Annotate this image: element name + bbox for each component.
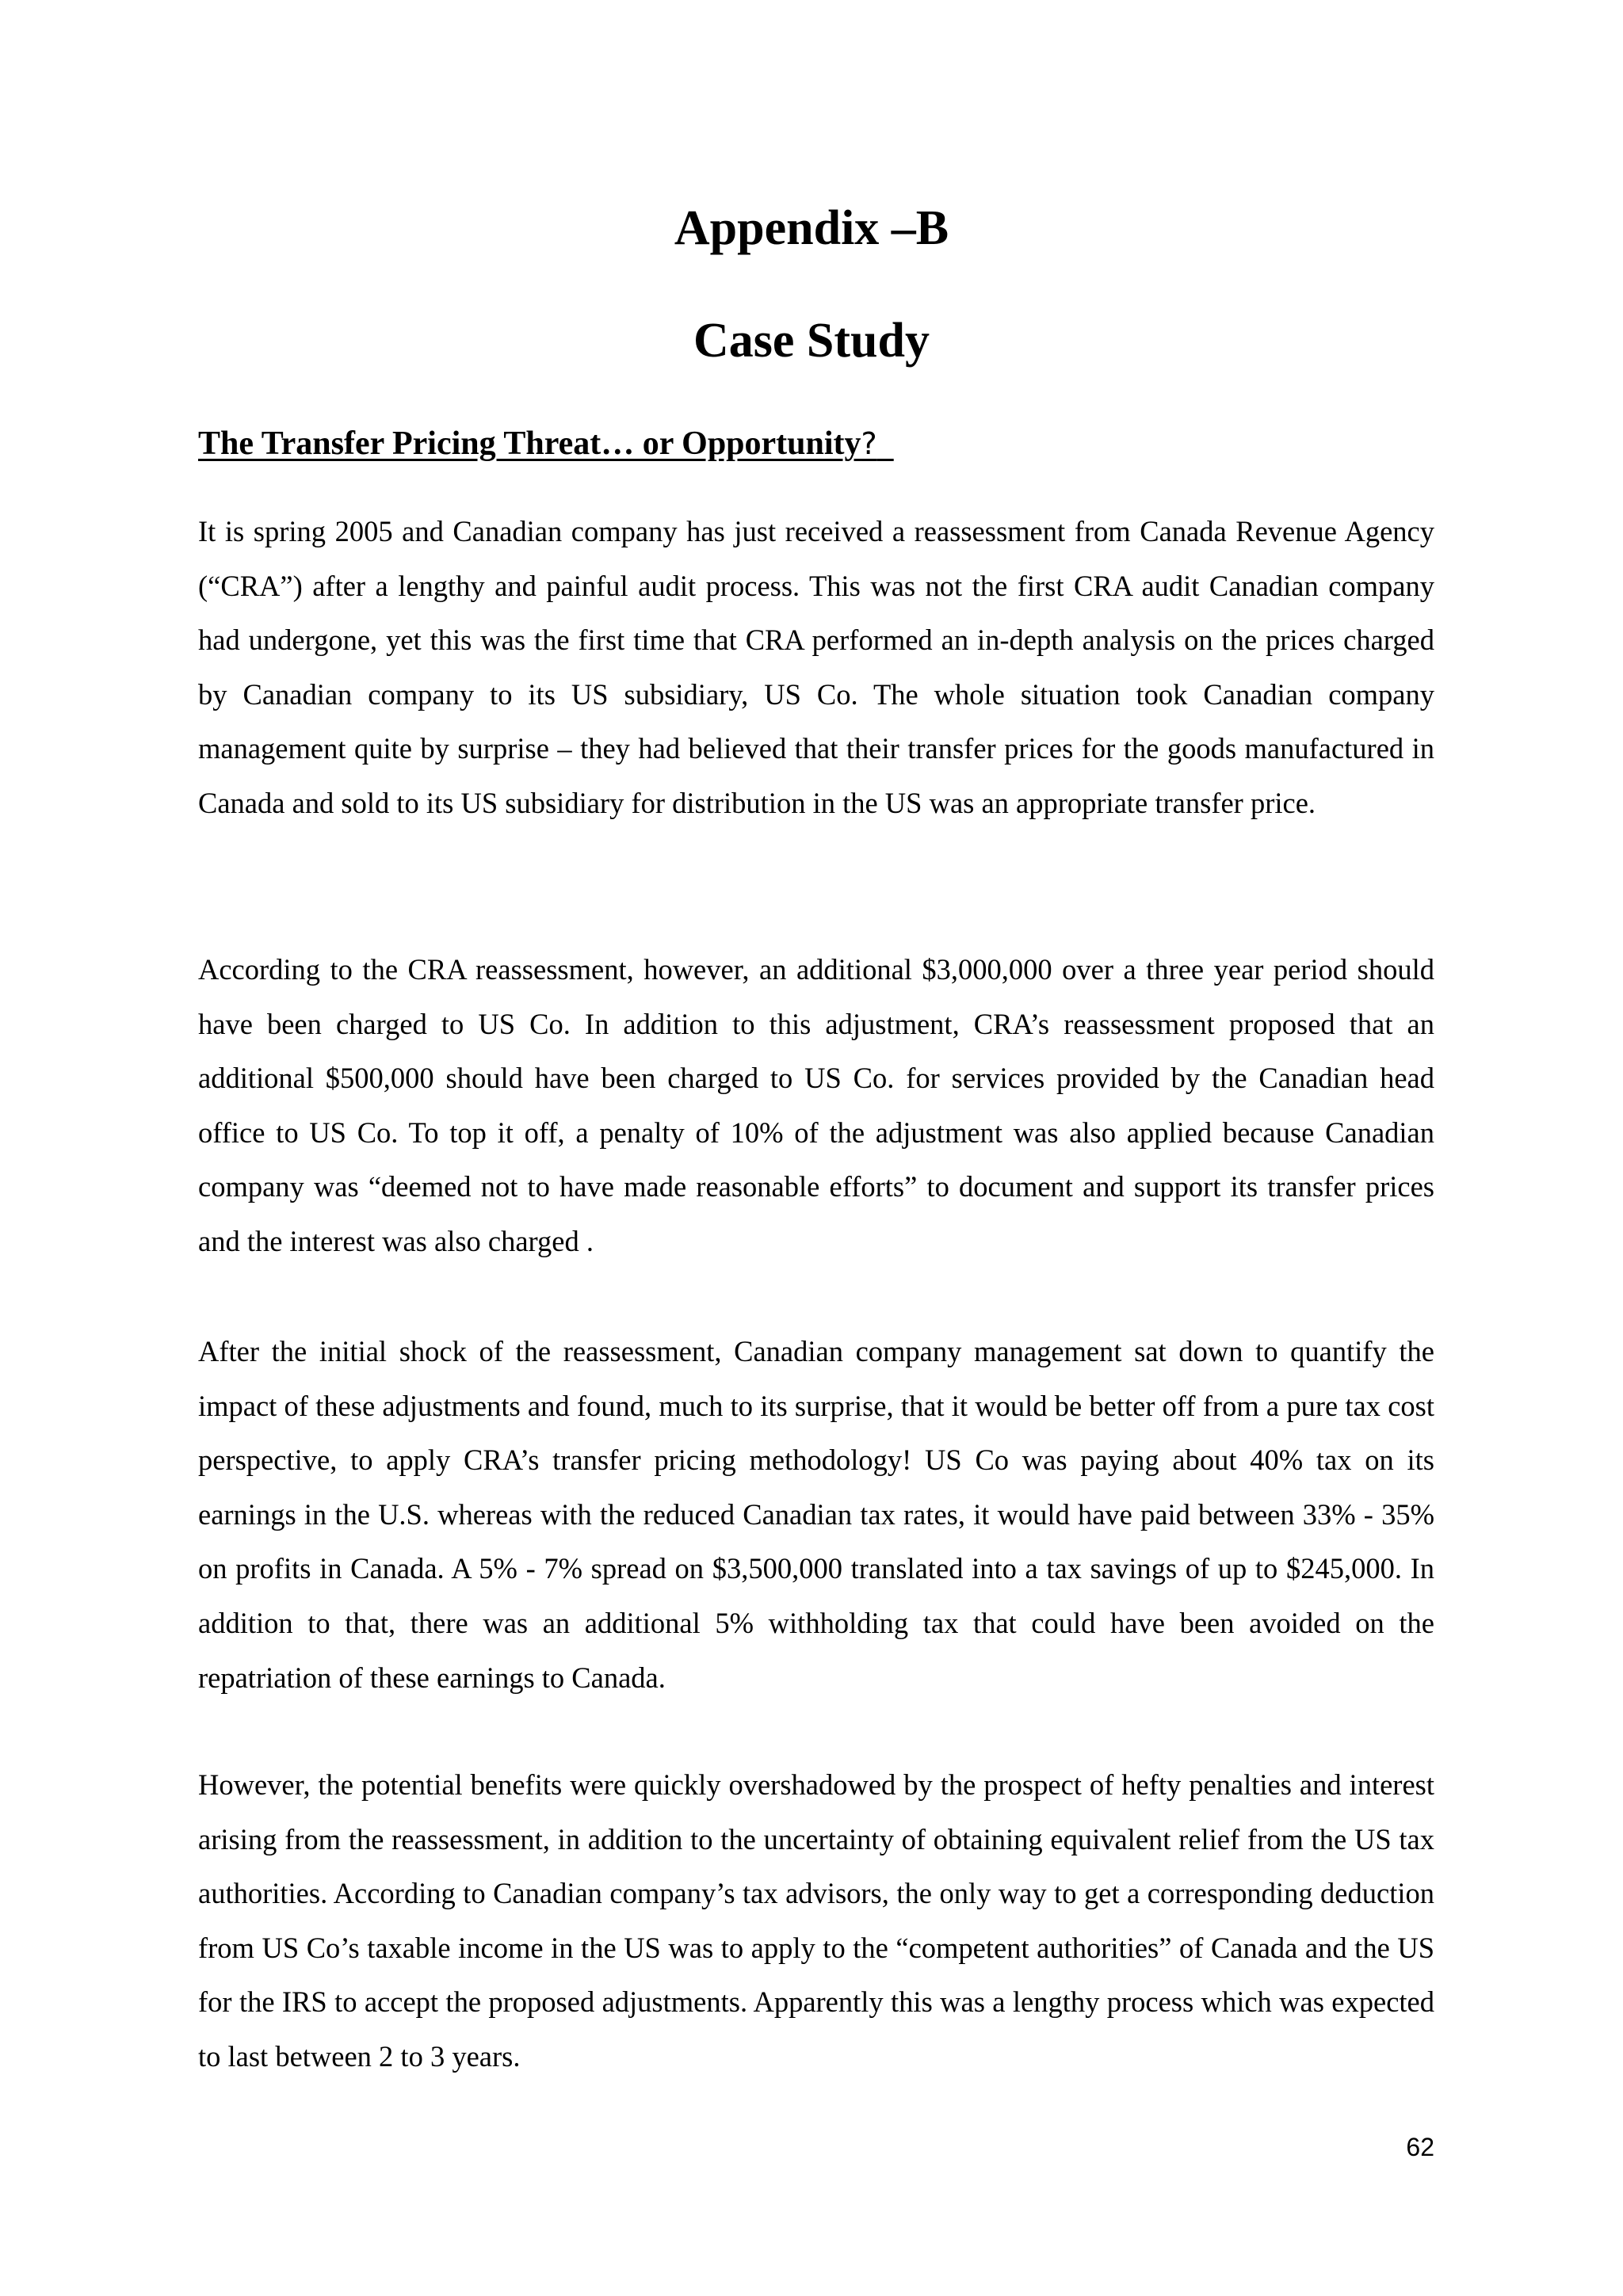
paragraph-4: However, the potential benefits were quickly overshadowed by the prospect of hefty penalties and interest arising from the reassessment, in addition to the uncertainty of obtaining equivalent relief from the US tax authorities. According to Canadian company’s tax advisors, the only way to get a corresponding deduction from US Co’s taxable income in the US was to apply to the “competent authorities” of Canada and the US for the IRS to accept the proposed adjustments. Apparently this was a lengthy process which was expected to last between 2 to 3 years. [198,1768,1434,2073]
appendix-title: Appendix –B [674,201,949,255]
section-heading-text: The Transfer Pricing Threat… or Opportunity [198,425,861,462]
section-heading [198,421,894,466]
case-study-title: Case Study [693,314,930,368]
section-heading-question-mark: ? [861,426,877,461]
paragraph-3: After the initial shock of the reassessment, Canadian company management sat down to quantify the impact of these adjustments and found, much to its surprise, that it would be better off from a pure tax cost perspective, to apply CRA’s transfer pricing methodology! US Co was paying about 40% tax on its earnings in the U.S. whereas with the reduced Canadian tax rates, it would have paid between 33% - 35% on profits in Canada. A 5% - 7% spread on $3,500,000 translated into a tax savings of up to $245,000. In addition to that, there was an additional 5% withholding tax that could have been avoided on the repatriation of these earnings to Canada. [198,1335,1434,1694]
paragraph-2: According to the CRA reassessment, however, an additional $3,000,000 over a three year period should have been charged to US Co. In addition to this adjustment, CRA’s reassessment proposed that an additional $500,000 should have been charged to US Co. for services provided by the Canadian head office to US Co. To top it off, a penalty of 10% of the adjustment was also applied because Canadian company was “deemed not to have made reasonable efforts” to document and support its transfer prices and the interest was also charged . [198,953,1434,1257]
paragraph-1: It is spring 2005 and Canadian company has just received a reassessment from Canada Revenue Agency (“CRA”) after a lengthy and painful audit process. This was not the first CRA audit Canadian company had undergone, yet this was the first time that CRA performed an in-depth analysis on the prices charged by Canadian company to its US subsidiary, US Co. The whole situation took Canadian company management quite by surprise – they had believed that their transfer prices for the goods manufactured in Canada and sold to its US subsidiary for distribution in the US was an appropriate transfer price. [198,515,1434,819]
page-number: 62 [1406,2133,1434,2161]
